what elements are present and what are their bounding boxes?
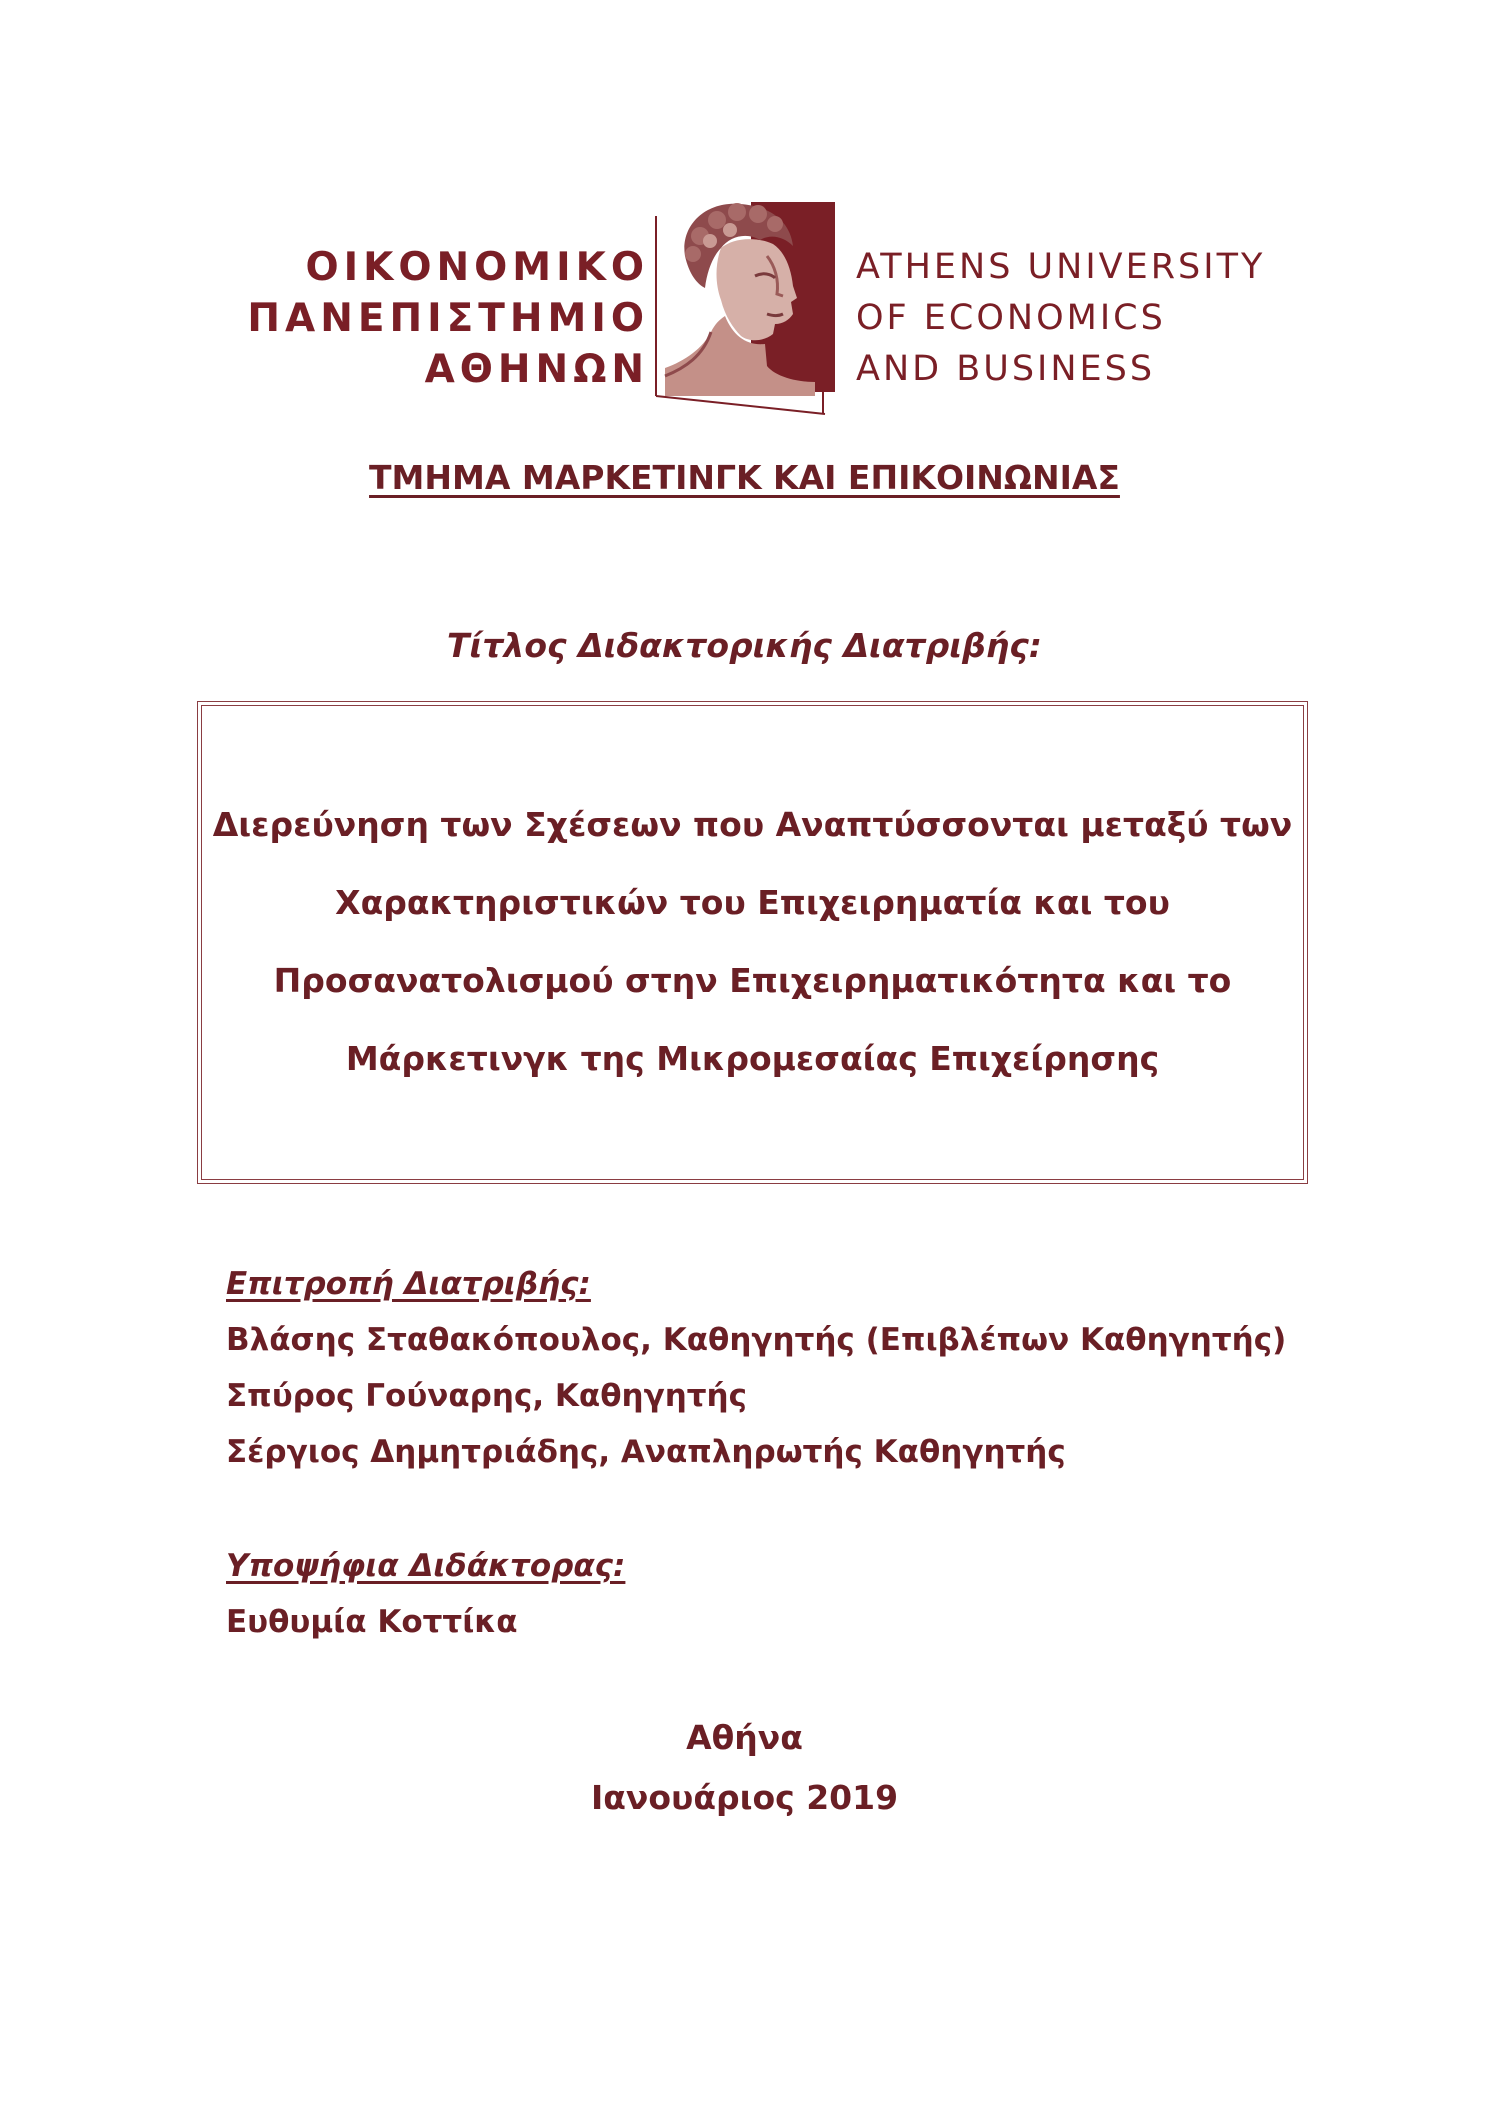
committee-member: Σέργιος Δημητριάδης, Αναπληρωτής Καθηγητής — [226, 1434, 1066, 1470]
logo-greek-line-3: ΑΘΗΝΩΝ — [424, 347, 649, 392]
logo-english-line-1: ATHENS UNIVERSITY — [856, 247, 1266, 287]
date: Ιανουάριος 2019 — [590, 1778, 899, 1817]
place-date-block — [0, 1708, 1489, 1828]
place: Αθήνα — [686, 1718, 803, 1757]
candidate-section — [226, 1538, 625, 1650]
department-heading: ΤΜΗΜΑ ΜΑΡΚΕΤΙΝΓΚ ΚΑΙ ΕΠΙΚΟΙΝΩΝΙΑΣ — [369, 458, 1120, 497]
thesis-title-line: Προσανατολισμού στην Επιχειρηματικότητα και το — [273, 961, 1232, 1000]
committee-member: Σπύρος Γούναρης, Καθηγητής — [226, 1378, 747, 1414]
thesis-title-line: Χαρακτηριστικών του Επιχειρηματία και του — [335, 883, 1170, 922]
candidate-label: Υποψήφια Διδάκτορας: — [226, 1548, 626, 1584]
thesis-title-line: Μάρκετινγκ της Μικρομεσαίας Επιχείρησης — [345, 1039, 1160, 1078]
logo-english-line-3: AND BUSINESS — [856, 349, 1156, 389]
thesis-title-box — [201, 705, 1304, 1180]
logo-greek-line-1: ΟΙΚΟΝΟΜΙΚΟ — [305, 245, 649, 290]
thesis-title-line: Διερεύνηση των Σχέσεων που Αναπτύσσονται μεταξύ των — [212, 805, 1293, 844]
hermes-head-logo-icon — [655, 196, 835, 418]
logo-english-line-2: OF ECONOMICS — [856, 298, 1166, 338]
candidate-name: Ευθυμία Κοττίκα — [226, 1604, 518, 1640]
thesis-title — [202, 786, 1303, 1098]
committee-section — [226, 1256, 1286, 1480]
university-name-greek — [247, 242, 649, 395]
committee-label: Επιτροπή Διατριβής: — [226, 1266, 591, 1302]
university-name-english — [856, 242, 1265, 395]
thesis-title-label: Τίτλος Διδακτορικής Διατριβής: — [447, 626, 1042, 665]
logo-greek-line-2: ΠΑΝΕΠΙΣΤΗΜΙΟ — [247, 296, 649, 341]
committee-member: Βλάσης Σταθακόπουλος, Καθηγητής (Επιβλέπων Καθηγητής) — [226, 1322, 1287, 1358]
